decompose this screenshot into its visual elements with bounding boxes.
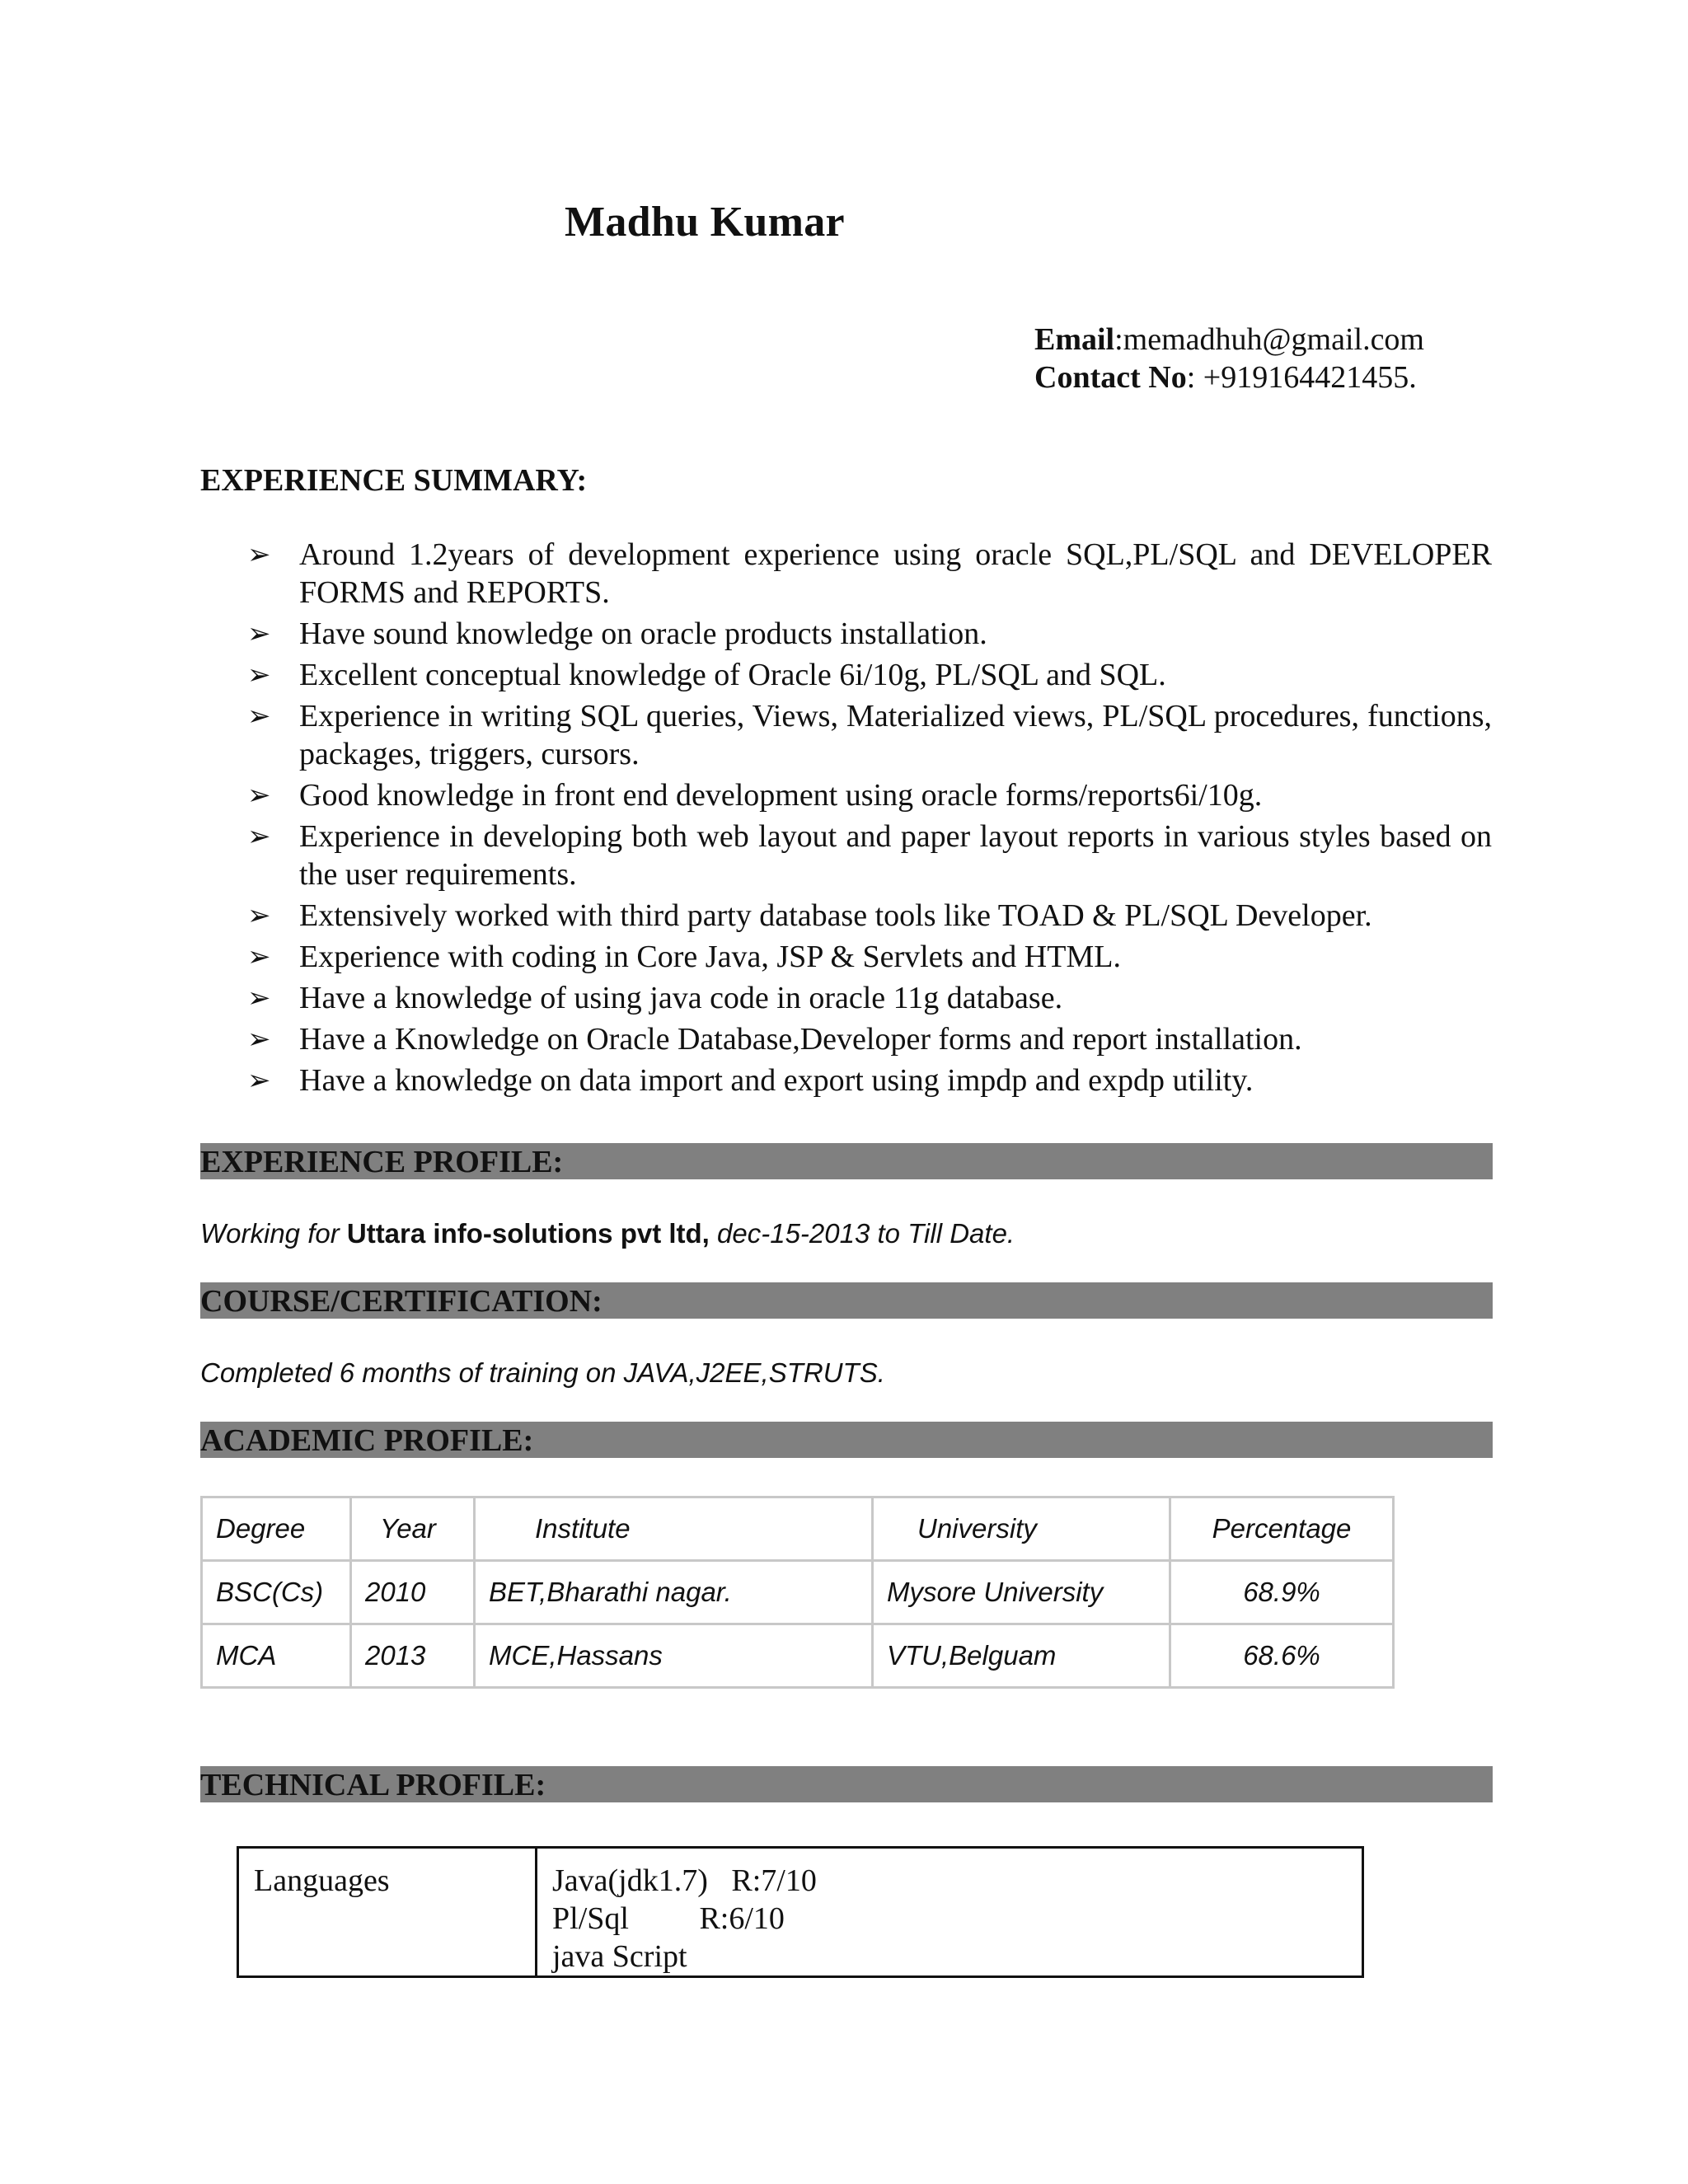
course-certification-heading: COURSE/CERTIFICATION:: [200, 1282, 1493, 1319]
list-item: ➢ Around 1.2years of development experience using oracle SQL,PL/SQL and DEVELOPER FORMS and REPORTS.: [247, 537, 1492, 610]
experience-profile-heading: EXPERIENCE PROFILE:: [200, 1143, 1493, 1179]
experience-summary-list: [247, 536, 1492, 1103]
cell-year: 2010: [351, 1561, 475, 1624]
experience-profile-text: [200, 1218, 1015, 1249]
list-item: ➢ Extensively worked with third party database tools like TOAD & PL/SQL Developer.: [247, 898, 1372, 933]
language-line: Java(jdk1.7) R:7/10: [552, 1863, 817, 1898]
table-row: [202, 1561, 1394, 1624]
contact-block: [1034, 321, 1424, 396]
list-item: ➢ Experience with coding in Core Java, JSP & Servlets and HTML.: [247, 940, 1121, 974]
list-item: ➢ Have a knowledge of using java code in oracle 11g database.: [247, 981, 1063, 1015]
list-item: ➢ Good knowledge in front end development using oracle forms/reports6i/10g.: [247, 778, 1263, 813]
arrow-bullet-icon: ➢: [247, 982, 271, 1015]
cell-percentage: 68.9%: [1170, 1561, 1394, 1624]
language-line: Pl/Sql R:6/10: [552, 1901, 785, 1936]
technical-table: [237, 1846, 1364, 1978]
contact-value: : +919164421455.: [1186, 360, 1417, 395]
table-row: [238, 1848, 1363, 1977]
email-label: Email: [1034, 322, 1115, 357]
list-item: ➢ Have sound knowledge on oracle products installation.: [247, 616, 987, 651]
arrow-bullet-icon: ➢: [247, 617, 271, 650]
academic-table: [200, 1496, 1395, 1689]
arrow-bullet-icon: ➢: [247, 779, 271, 812]
list-item: ➢ Have a knowledge on data import and export using impdp and expdp utility.: [247, 1063, 1254, 1098]
header-university: University: [873, 1497, 1170, 1561]
list-item: ➢ Excellent conceptual knowledge of Oracle 6i/10g, PL/SQL and SQL.: [247, 658, 1166, 692]
languages-value: [537, 1848, 1363, 1977]
contact-line: [1034, 359, 1424, 396]
arrow-bullet-icon: ➢: [247, 940, 271, 973]
table-row: [202, 1624, 1394, 1688]
cell-year: 2013: [351, 1624, 475, 1688]
arrow-bullet-icon: ➢: [247, 820, 271, 853]
cell-degree: BSC(Cs): [202, 1561, 351, 1624]
list-item: ➢ Have a Knowledge on Oracle Database,Developer forms and report installation.: [247, 1022, 1302, 1057]
technical-profile-heading: TECHNICAL PROFILE:: [200, 1766, 1493, 1802]
header-percentage: Percentage: [1170, 1497, 1394, 1561]
arrow-bullet-icon: ➢: [247, 1023, 271, 1056]
header-year: Year: [351, 1497, 475, 1561]
arrow-bullet-icon: ➢: [247, 658, 271, 691]
work-period: dec-15-2013 to Till Date.: [709, 1218, 1015, 1249]
arrow-bullet-icon: ➢: [247, 899, 271, 932]
work-prefix: Working for: [200, 1218, 347, 1249]
company-name: Uttara info-solutions pvt ltd,: [346, 1218, 710, 1249]
languages-label: Languages: [238, 1848, 537, 1977]
header-degree: Degree: [202, 1497, 351, 1561]
course-text: Completed 6 months of training on JAVA,J2EE,STRUTS.: [200, 1357, 885, 1388]
header-institute: Institute: [475, 1497, 873, 1561]
cell-percentage: 68.6%: [1170, 1624, 1394, 1688]
table-header-row: [202, 1497, 1394, 1561]
contact-label: Contact No: [1034, 360, 1187, 395]
experience-summary-heading: EXPERIENCE SUMMARY:: [200, 463, 588, 498]
cell-university: Mysore University: [873, 1561, 1170, 1624]
cell-institute: MCE,Hassans: [475, 1624, 873, 1688]
academic-profile-heading: ACADEMIC PROFILE:: [200, 1422, 1493, 1458]
list-item: ➢ Experience in writing SQL queries, Views, Materialized views, PL/SQL procedures, functions, packages, triggers, cursors.: [247, 699, 1492, 771]
candidate-name: Madhu Kumar: [565, 199, 845, 246]
email-line: [1034, 321, 1424, 359]
arrow-bullet-icon: ➢: [247, 1064, 271, 1097]
list-item: ➢ Experience in developing both web layout and paper layout reports in various styles based on the user requirements.: [247, 819, 1492, 892]
email-value: :memadhuh@gmail.com: [1114, 322, 1424, 357]
language-line: java Script: [552, 1939, 687, 1974]
arrow-bullet-icon: ➢: [247, 538, 271, 571]
cell-degree: MCA: [202, 1624, 351, 1688]
arrow-bullet-icon: ➢: [247, 700, 271, 733]
cell-university: VTU,Belguam: [873, 1624, 1170, 1688]
cell-institute: BET,Bharathi nagar.: [475, 1561, 873, 1624]
